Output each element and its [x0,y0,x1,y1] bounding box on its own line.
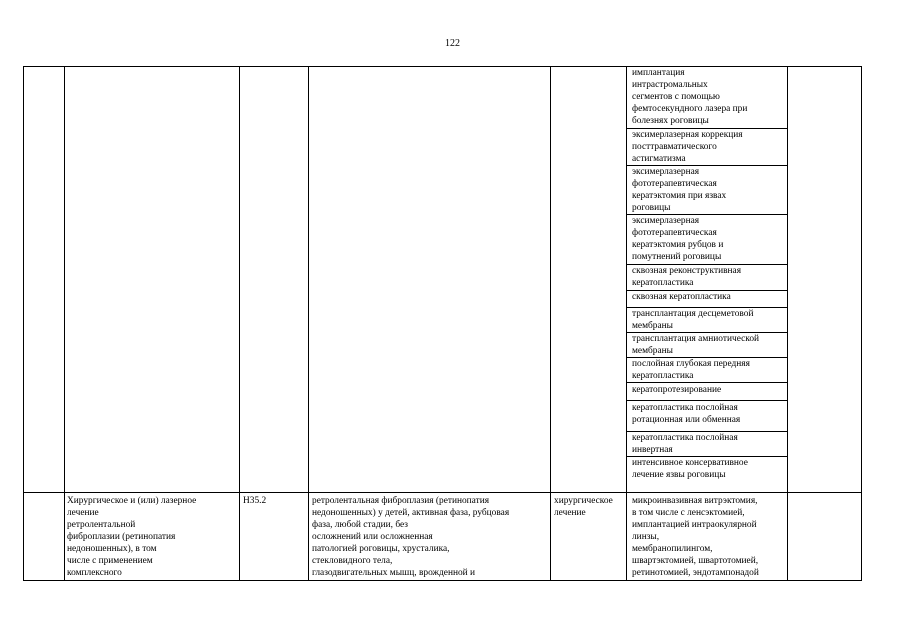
col-divider [787,67,788,580]
procedure-name: Хирургическое и (или) лазерное лечение ретролентальной фиброплазии (ретинопатия недоношенных), в том числе с применением комплексного [67,496,197,578]
method-cell: кератопротезирование [632,385,722,395]
method-divider [626,400,787,401]
col-divider [239,67,240,580]
method-cell: трансплантация амниотической мембраны [632,334,760,356]
method-cell: эксимерлазерная фототерапевтическая кератэктомия рубцов и помутнений роговицы [632,216,724,262]
col-divider [626,67,627,580]
method-cell: кератопластика послойная инвертная [632,433,738,455]
method-cell: трансплантация десцеметовой мембраны [632,309,754,331]
patient-model: ретролентальная фиброплазия (ретинопатия недоношенных) у детей, активная фаза, рубцовая фаза, любой стадии, без осложнений или осложненная патологией роговицы, хрусталика, стекловидного тела, глазодвигательных мышц, врожденной и [312,496,510,578]
method-cell: кератопластика послойная ротационная или обменная [632,403,741,425]
col-divider [64,67,65,580]
method-cell: эксимерлазерная фототерапевтическая кератэктомия при язвах роговицы [632,167,727,213]
method-divider [626,382,787,383]
page-number: 122 [445,38,460,49]
icd-code: H35.2 [243,496,267,506]
method-cell: послойная глубокая передняя кератопластика [632,359,750,381]
treatment-type: хирургическое лечение [554,496,613,518]
method-cell: имплантация интрастромальных сегментов с помощью фемтосекундного лазера при болезнях роговицы [632,68,748,126]
method-cell: сквозная кератопластика [632,292,731,302]
method-cell: сквозная реконструктивная кератопластика [632,266,742,288]
procedures-table [23,66,862,581]
method-cell: интенсивное консервативное лечение язвы роговицы [632,458,748,480]
method-cell: микроинвазивная витрэктомия, в том числе с ленсэктомией, имплантацией интраокулярной линзы, мембранопилингом, швартэктомией, швартотомией, ретинотомией, эндотампонадой [632,496,759,578]
method-cell: эксимерлазерная коррекция посттравматического астигматизма [632,130,743,164]
col-divider [550,67,551,580]
row-divider [24,492,861,493]
col-divider [308,67,309,580]
